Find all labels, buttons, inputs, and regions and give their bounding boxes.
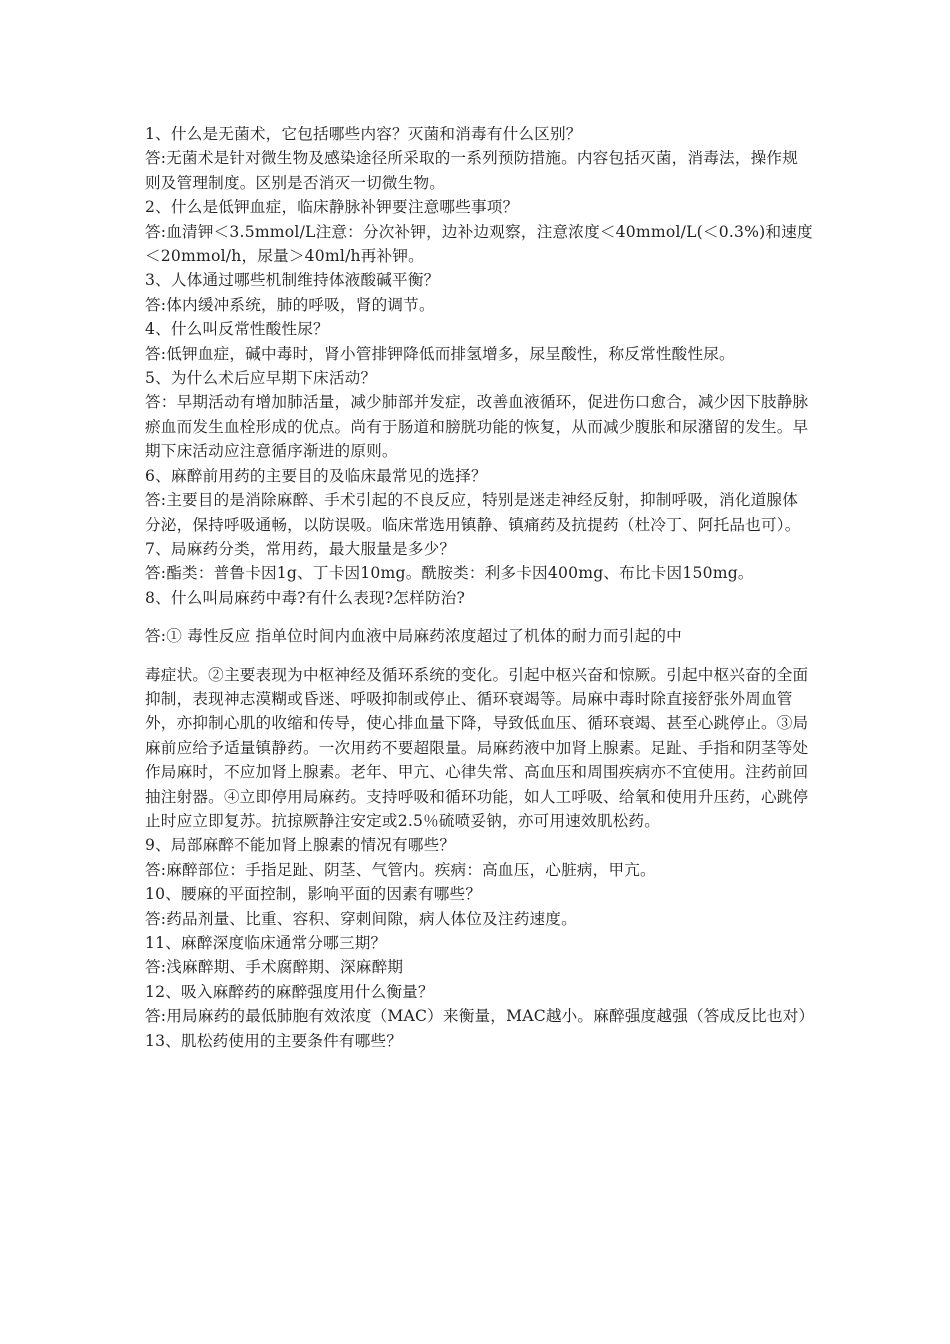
answer-6: 答:主要目的是消除麻醉、手术引起的不良反应，特别是迷走神经反射，抑制呼吸，消化道腺体分泌，保持呼吸通畅，以防误吸。临床常选用镇静、镇痛药及抗提药（杜冷丁、阿托品也可）。 <box>145 491 801 534</box>
qa-item-8 <box>145 586 813 834</box>
qa-item-1 <box>145 122 813 195</box>
answer-7: 答:酯类：普鲁卡因1g、丁卡因10mg。酰胺类：利多卡因400mg、布比卡因150mg。 <box>145 564 754 583</box>
qa-item-6 <box>145 464 813 537</box>
question-3: 3、人体通过哪些机制维持体液酸碱平衡？ <box>145 271 440 290</box>
qa-item-5 <box>145 366 813 464</box>
answer-1: 答:无菌术是针对微生物及感染途径所采取的一系列预防措施。内容包括灭菌，消毒法，操作规则及管理制度。区别是否消灭一切微生物。 <box>145 149 798 192</box>
answer-5: 答：早期活动有增加肺活量，减少肺部并发症，改善血液循环，促进伤口愈合，减少因下肢静脉瘀血而发生血栓形成的优点。尚有于肠道和膀胱功能的恢复，从而减少腹胀和尿潴留的发生。早期下床活动应注意循序渐进的原则。 <box>145 393 809 461</box>
answer-3: 答:体内缓冲系统，肺的呼吸，肾的调节。 <box>145 295 435 314</box>
question-1: 1、什么是无菌术，它包括哪些内容？灭菌和消毒有什么区别？ <box>145 125 582 143</box>
qa-item-3 <box>145 268 813 317</box>
question-13: 13、肌松药使用的主要条件有哪些？ <box>145 1031 403 1050</box>
question-11: 11、麻醉深度临床通常分哪三期？ <box>145 934 387 952</box>
question-9: 9、局部麻醉不能加肾上腺素的情况有哪些？ <box>145 836 456 855</box>
question-4: 4、什么叫反常性酸性尿？ <box>145 320 329 339</box>
question-12: 12、吸入麻醉药的麻醉强度用什么衡量？ <box>145 982 434 1001</box>
answer-4: 答:低钾血症，碱中毒时，肾小管排钾降低而排氢增多，尿呈酸性，称反常性酸性尿。 <box>145 344 735 363</box>
qa-item-12 <box>145 980 813 1029</box>
question-7: 7、局麻药分类，常用药，最大服量是多少？ <box>145 539 456 558</box>
answer-12: 答:用局麻药的最低肺胞有效浓度（MAC）来衡量，MAC越小。麻醉强度越强（答成反比也对） <box>145 1007 815 1026</box>
qa-item-4 <box>145 317 813 366</box>
question-6: 6、麻醉前用药的主要目的及临床最常见的选择？ <box>145 466 487 485</box>
question-2: 2、什么是低钾血症，临床静脉补钾要注意哪些事项？ <box>145 198 519 217</box>
answer-11: 答:浅麻醉期、手术腐醉期、深麻醉期 <box>145 958 404 977</box>
answer-8-part-2: 毒症状。②主要表现为中枢神经及循环系统的变化。引起中枢兴奋和惊厥。引起中枢兴奋的全面抑制，表现神志漠糊或昏迷、呼吸抑制或停止、循环衰竭等。局麻中毒时除直接舒张外周血管外，亦抑制心肌的收缩和传导，使心排血量下降，导致低血压、循环衰竭、甚至心跳停止。③局麻前应给予适量镇静药。一次用药不要超限量。局麻药液中加肾上腺素。足趾、手指和阴茎等处作局麻时，不应加肾上腺素。老年、甲亢、心律失常、高血压和周围疾病亦不宜使用。注药前回抽注射器。④立即停用局麻药。支持呼吸和循环功能，如人工呼吸、给氧和使用升压药，心跳停止时应立即复苏。抗掠厥静注安定或2.5％硫喷妥钠，亦可用速效肌松药。 <box>145 665 809 830</box>
qa-item-2 <box>145 195 813 268</box>
answer-10: 答:药品剂量、比重、容积、穿刺间隙，病人体位及注药速度。 <box>145 909 577 928</box>
qa-item-7 <box>145 537 813 586</box>
question-8: 8、什么叫局麻药中毒?有什么表现?怎样防治? <box>145 588 466 607</box>
qa-item-9 <box>145 833 813 882</box>
qa-item-11 <box>145 931 813 980</box>
answer-2: 答:血清钾＜3.5mmol/L注意：分次补钾，边补边观察，注意浓度＜40mmol/L(＜0.3%)和速度＜20mmol/h，尿量＞40ml/h再补钾。 <box>145 222 813 266</box>
answer-9: 答:麻醉部位：手指足趾、阴茎、气管内。疾病：高血压，心脏病，甲亢。 <box>145 860 656 879</box>
qa-item-10 <box>145 882 813 931</box>
answer-8-part-1: 答:① 毒性反应 指单位时间内血液中局麻药浓度超过了机体的耐力而引起的中 <box>145 627 682 646</box>
question-5: 5、为什么术后应早期下床活动？ <box>145 369 377 388</box>
question-10: 10、腰麻的平面控制，影响平面的因素有哪些？ <box>145 885 482 904</box>
document-body <box>145 122 813 1053</box>
qa-item-13 <box>145 1029 813 1053</box>
